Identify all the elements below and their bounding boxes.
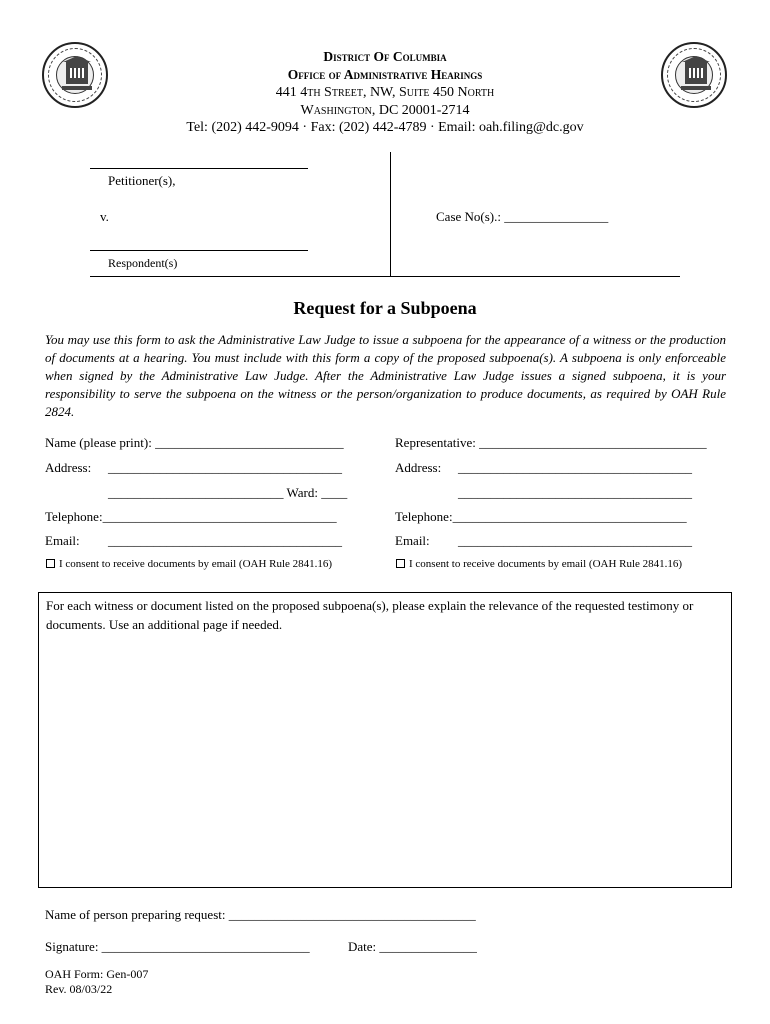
respondent-line[interactable] [90,250,308,251]
signature-field[interactable]: Signature: ________________________________ [45,939,310,954]
revision-date: Rev. 08/03/22 [45,982,113,996]
name-field[interactable]: Name (please print): _____________________________ [45,435,344,450]
date-field[interactable]: Date: _______________ [348,939,477,954]
agency-name: District Of Columbia [323,49,447,64]
caption-divider [390,152,391,276]
rep-email-consent-label: I consent to receive documents by email (OAH Rule 2841.16) [409,558,683,570]
rep-address-line-2[interactable]: ____________________________________ [458,485,692,500]
email-consent-checkbox[interactable] [46,558,332,570]
email-consent-label: I consent to receive documents by email (OAH Rule 2841.16) [59,558,333,570]
relevance-instructions: For each witness or document listed on the proposed subpoena(s), please explain the relevance of the requested testimony or documents. Use an additional page if needed. [46,598,694,632]
rep-email-consent-checkbox[interactable] [396,558,682,570]
address-line-1[interactable]: ____________________________________ [108,460,342,475]
street-address: 441 4th Street, NW, Suite 450 North [275,85,495,100]
checkbox-icon[interactable] [396,559,405,568]
telephone-field[interactable]: Telephone:____________________________________ [45,509,337,524]
form-title: Request for a Subpoena [293,298,477,318]
instructions-paragraph: You may use this form to ask the Administrative Law Judge to issue a subpoena for the appearance of a witness or the production of documents at a hearing. You must include with this form a copy of the proposed subpoena(s). A subpoena is only enforceable when signed by the Administrative Law Judge. After the Administrative Law Judge issues a signed subpoena, it is your responsibility to serve the subpoena on the witness or the person/organization to produce documents, as required by OAH Rule 2824. [45,332,726,419]
city-address: Washington, DC 20001-2714 [300,103,470,118]
address-line-2-ward[interactable]: ___________________________ Ward: ____ [108,485,348,500]
email-label: Email: [45,533,80,548]
petitioner-label: Petitioner(s), [108,173,176,188]
relevance-text-area[interactable] [38,592,732,888]
preparer-name-field[interactable]: Name of person preparing request: ______________________________________ [45,907,476,922]
respondent-label: Respondent(s) [108,256,178,270]
versus-label: v. [100,209,109,224]
representative-field[interactable]: Representative: ___________________________________ [395,435,707,450]
address-label: Address: [45,460,92,475]
rep-address-line-1[interactable]: ____________________________________ [458,460,692,475]
checkbox-icon[interactable] [46,559,55,568]
contact-info: Tel: (202) 442-9094 · Fax: (202) 442-4789 · Email: oah.filing@dc.gov [186,120,584,135]
caption-bottom-rule [90,276,680,277]
office-name: Office of Administrative Hearings [287,67,483,82]
petitioner-line[interactable] [90,168,308,169]
rep-email-label: Email: [395,533,430,548]
email-line[interactable]: ____________________________________ [108,533,342,548]
rep-email-line[interactable]: ____________________________________ [458,533,692,548]
form-number: OAH Form: Gen-007 [45,967,149,981]
case-number-field[interactable]: Case No(s).: ________________ [436,209,609,224]
rep-telephone-field[interactable]: Telephone:____________________________________ [395,509,687,524]
rep-address-label: Address: [395,460,442,475]
